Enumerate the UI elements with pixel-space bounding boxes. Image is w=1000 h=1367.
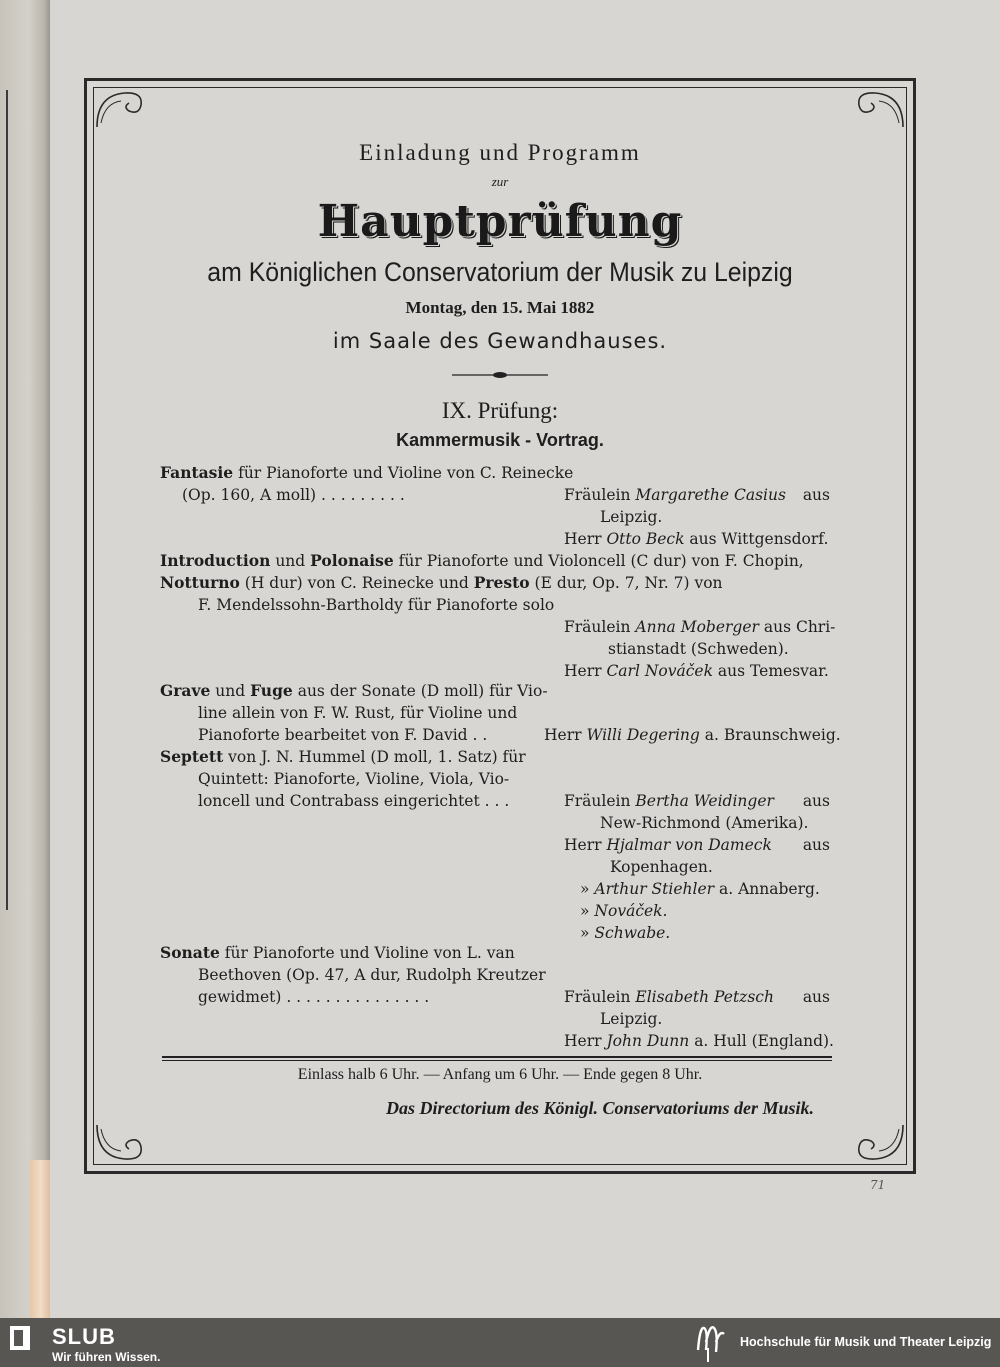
slub-logo-icon[interactable] [10, 1326, 30, 1350]
piece-title: Fantasie [160, 463, 234, 482]
program-line: Pianoforte bearbeitet von F. David . . [198, 726, 488, 744]
book-edge [30, 1160, 52, 1318]
section-subtitle: Kammermusik - Vortrag. [396, 430, 604, 450]
section-title: IX. Prüfung: [441, 398, 559, 423]
performer-line: Leipzig. [600, 1010, 663, 1028]
performer-line: Kopenhagen. [610, 858, 713, 876]
program-line: F. Mendelssohn-Bartholdy für Pianoforte solo [198, 596, 555, 614]
performer-line: Herr Carl Nováček aus Temesvar. [564, 662, 829, 680]
performer-line: Herr Otto Beck aus Wittgensdorf. [564, 530, 829, 548]
performer-line: New-Richmond (Amerika). [600, 814, 809, 832]
performer-line: stianstadt (Schweden). [608, 640, 789, 658]
slub-name[interactable]: SLUB [52, 1324, 116, 1349]
program-line: Notturno (H dur) von C. Reinecke und Presto (E dur, Op. 7, Nr. 7) von [160, 573, 723, 592]
performer-line: Herr John Dunn a. Hull (England). [564, 1032, 834, 1050]
corner-ornament-icon [95, 89, 151, 129]
footer-rule [162, 1060, 832, 1061]
performer-line: » Schwabe. [580, 924, 671, 942]
program-line: Grave und Fuge aus der Sonate (D moll) für Vio- [160, 681, 548, 700]
slub-claim: Wir führen Wissen. [52, 1350, 161, 1364]
corner-ornament-icon [95, 1123, 151, 1163]
title-main: Hauptprüfung [317, 196, 683, 247]
divider-ornament-icon [452, 370, 548, 380]
program-line: Quintett: Pianoforte, Violine, Viola, Vio- [198, 770, 510, 788]
hmt-logo-icon[interactable] [694, 1320, 728, 1364]
program-line: gewidmet) . . . . . . . . . . . . . . . [198, 988, 430, 1006]
title-institution: am Königlichen Conservatorium der Musik zu Leipzig [207, 257, 793, 287]
performer-line: Herr Willi Degering a. Braunschweig. [544, 726, 841, 744]
program-line: loncell und Contrabass eingerichtet . . . [198, 792, 510, 810]
title-invitation: Einladung und Programm [359, 140, 641, 165]
partner-name[interactable]: Hochschule für Musik und Theater Leipzig [740, 1335, 992, 1349]
event-times: Einlass halb 6 Uhr. — Anfang um 6 Uhr. — Ende gegen 8 Uhr. [297, 1066, 703, 1083]
performer-line: Fräulein Elisabeth Petzsch aus [564, 988, 830, 1006]
program-line: Fantasie für Pianoforte und Violine von C. Reinecke [160, 463, 574, 482]
page-number: 71 [870, 1178, 886, 1192]
corner-ornament-icon [849, 89, 905, 129]
program-line: Septett von J. N. Hummel (D moll, 1. Satz) für [160, 747, 526, 766]
footer-rule [162, 1056, 832, 1058]
performer-line: » Nováček. [580, 902, 668, 920]
corner-ornament-icon [849, 1123, 905, 1163]
program-line: Sonate für Pianoforte und Violine von L. van [160, 943, 515, 962]
program-line: Beethoven (Op. 47, A dur, Rudolph Kreutzer [198, 966, 546, 984]
program-line: line allein von F. W. Rust, für Violine und [198, 704, 518, 722]
performer-line: Fräulein Bertha Weidinger aus [564, 792, 830, 810]
performer-line: Fräulein Anna Moberger aus Chri- [564, 618, 836, 636]
event-venue: im Saale des Gewandhauses. [332, 329, 668, 353]
performer-line: Fräulein Margarethe Casius aus [564, 486, 830, 504]
program-line: (Op. 160, A moll) . . . . . . . . . [182, 486, 405, 504]
event-date: Montag, den 15. Mai 1882 [405, 298, 595, 317]
performer-line: Leipzig. [600, 508, 663, 526]
performer-line: » Arthur Stiehler a. Annaberg. [580, 880, 820, 898]
performer-line: Herr Hjalmar von Dameck aus [564, 836, 830, 854]
signature: Das Directorium des Königl. Conservatoriums der Musik. [385, 1098, 815, 1118]
title-zur: zur [491, 174, 509, 189]
program-line: Introduction und Polonaise für Pianoforte und Violoncell (C dur) von F. Chopin, [160, 551, 804, 570]
